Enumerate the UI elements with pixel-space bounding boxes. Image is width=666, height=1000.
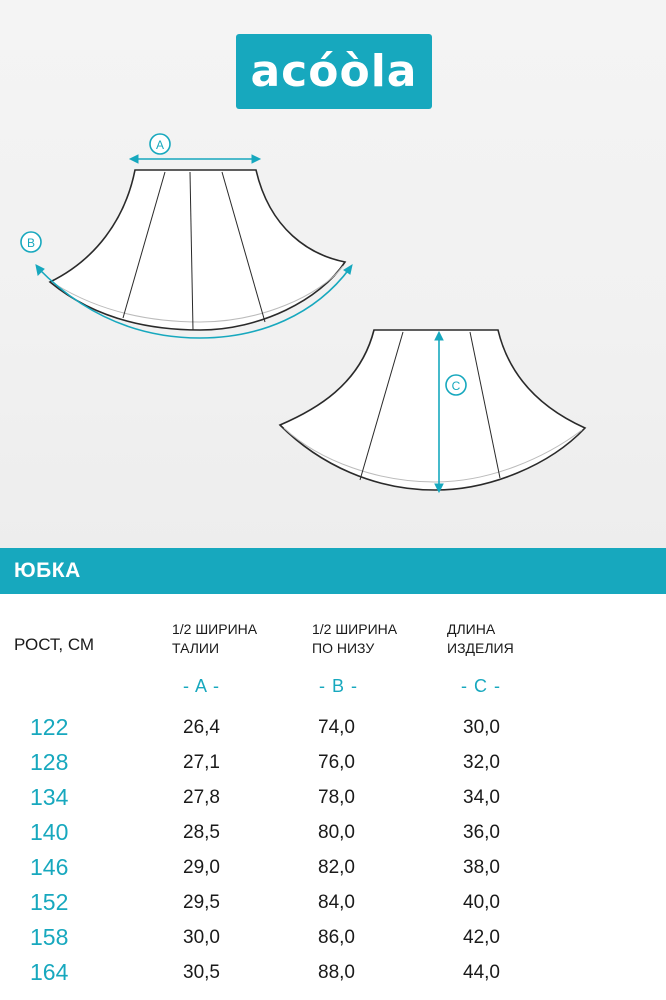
- waist-cell: 28,5: [183, 822, 220, 843]
- label-c: C: [451, 379, 461, 393]
- waist-cell: 30,0: [183, 927, 220, 948]
- height-cell: 134: [30, 784, 69, 810]
- section-header: [0, 548, 666, 594]
- header-height: РОСТ, СМ: [14, 635, 95, 654]
- skirt-side-view: [280, 330, 585, 490]
- table-row: [0, 817, 666, 852]
- height-cell: 152: [30, 889, 69, 915]
- waist-cell: 30,5: [183, 962, 220, 983]
- length-cell: 44,0: [463, 962, 500, 983]
- size-table: [0, 712, 666, 992]
- waist-cell: 29,5: [183, 892, 220, 913]
- length-cell: 42,0: [463, 927, 500, 948]
- hem-cell: 78,0: [318, 787, 355, 808]
- header-c-line2: ИЗДЕЛИЯ: [447, 640, 514, 656]
- table-row: [0, 922, 666, 957]
- height-cell: 128: [30, 749, 69, 775]
- skirt-front-view: [50, 170, 345, 330]
- height-cell: 140: [30, 819, 69, 845]
- logo-text: acóòla: [250, 45, 418, 97]
- brand-logo: [236, 34, 432, 109]
- code-b: - B -: [319, 676, 358, 696]
- waist-cell: 27,8: [183, 787, 220, 808]
- code-c: - C -: [461, 676, 501, 696]
- hem-cell: 76,0: [318, 752, 355, 773]
- skirt-measurement-diagram: [0, 120, 666, 540]
- measure-a-arrow: [130, 134, 260, 163]
- height-cell: 146: [30, 854, 69, 880]
- section-title: ЮБКА: [14, 559, 81, 582]
- header-b-line1: 1/2 ШИРИНА: [312, 621, 398, 637]
- height-cell: 164: [30, 959, 69, 985]
- label-b: B: [26, 236, 36, 250]
- height-cell: 158: [30, 924, 69, 950]
- length-cell: 38,0: [463, 857, 500, 878]
- hem-cell: 88,0: [318, 962, 355, 983]
- height-cell: 122: [30, 714, 69, 740]
- hem-cell: 80,0: [318, 822, 355, 843]
- hem-cell: 84,0: [318, 892, 355, 913]
- length-cell: 32,0: [463, 752, 500, 773]
- header-a-line1: 1/2 ШИРИНА: [172, 621, 258, 637]
- length-cell: 30,0: [463, 717, 500, 738]
- header-b-line2: ПО НИЗУ: [312, 640, 375, 656]
- hem-cell: 86,0: [318, 927, 355, 948]
- table-row: [0, 887, 666, 922]
- hem-cell: 74,0: [318, 717, 355, 738]
- hem-cell: 82,0: [318, 857, 355, 878]
- table-row: [0, 852, 666, 887]
- table-row: [0, 747, 666, 782]
- label-a: A: [155, 138, 165, 152]
- table-row: [0, 957, 666, 992]
- length-cell: 36,0: [463, 822, 500, 843]
- table-row: [0, 712, 666, 747]
- waist-cell: 27,1: [183, 752, 220, 773]
- waist-cell: 26,4: [183, 717, 220, 738]
- header-a-line2: ТАЛИИ: [172, 640, 220, 656]
- length-cell: 40,0: [463, 892, 500, 913]
- waist-cell: 29,0: [183, 857, 220, 878]
- table-row: [0, 782, 666, 817]
- header-c-line1: ДЛИНА: [447, 621, 496, 637]
- code-a: - A -: [183, 676, 221, 696]
- length-cell: 34,0: [463, 787, 500, 808]
